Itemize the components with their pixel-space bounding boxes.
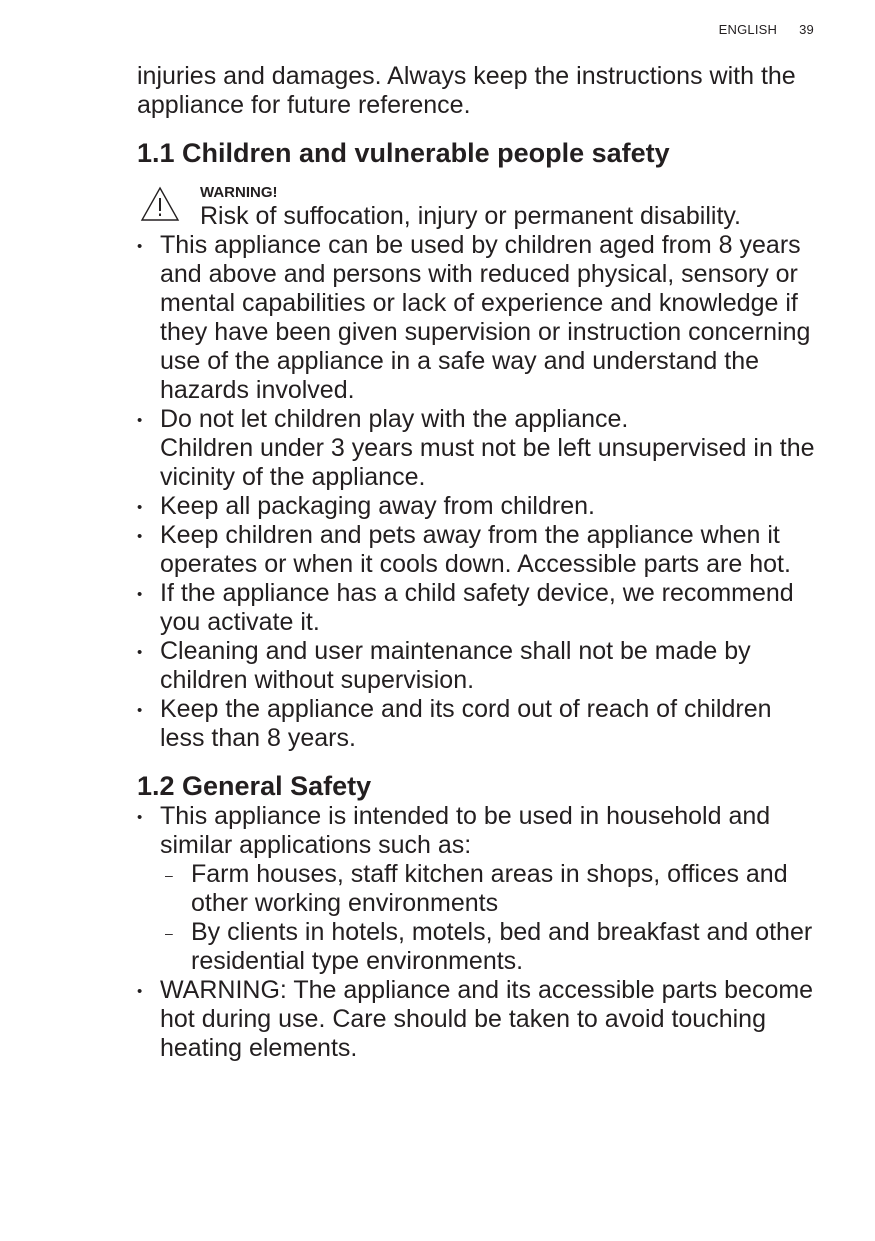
list-item: • Keep the appliance and its cord out of reach of children less than 8 years.: [137, 695, 817, 753]
list-item: • This appliance is intended to be used in household and similar applications such as: – Farm houses, staff kitchen areas in shops, offices and other working environments – By clients in hotels, motels, bed and breakfast and other residential type environments.: [137, 802, 817, 976]
warning-block: [137, 184, 817, 231]
sub-list-item: – By clients in hotels, motels, bed and breakfast and other residential type environments.: [160, 918, 817, 976]
section-heading-general-safety: 1.2 General Safety: [137, 771, 372, 801]
intro-paragraph: injuries and damages. Always keep the instructions with the appliance for future reference.: [137, 62, 796, 119]
page-header: [719, 22, 814, 37]
sub-list-item: – Farm houses, staff kitchen areas in shops, offices and other working environments: [160, 860, 817, 918]
list-item: • This appliance can be used by children aged from 8 years and above and persons with reduced physical, sensory or mental capabilities or lack of experience and knowledge if they have been given supervision or instruction concerning use of the appliance in a safe way and understand the hazards involved.: [137, 231, 817, 405]
warning-title: WARNING!: [200, 184, 278, 201]
list-item: • Keep all packaging away from children.: [137, 492, 817, 521]
language-label: ENGLISH: [718, 22, 778, 37]
warning-text: Risk of suffocation, injury or permanent disability.: [200, 202, 741, 230]
list-item: • If the appliance has a child safety device, we recommend you activate it.: [137, 579, 817, 637]
list-item: • WARNING: The appliance and its accessible parts become hot during use. Care should be taken to avoid touching heating elements.: [137, 976, 817, 1063]
children-safety-list: [137, 231, 817, 753]
section-heading-children-safety: 1.1 Children and vulnerable people safety: [137, 138, 670, 168]
list-item: • Do not let children play with the appliance. Children under 3 years must not be left unsupervised in the vicinity of the appliance.: [137, 405, 817, 492]
list-item: • Keep children and pets away from the appliance when it operates or when it cools down. Accessible parts are hot.: [137, 521, 817, 579]
warning-triangle-icon: [140, 186, 180, 222]
list-item: • Cleaning and user maintenance shall not be made by children without supervision.: [137, 637, 817, 695]
page-number: 39: [799, 22, 814, 37]
sub-list: [160, 860, 817, 976]
page-content: [137, 62, 817, 1063]
general-safety-list: [137, 802, 817, 1063]
